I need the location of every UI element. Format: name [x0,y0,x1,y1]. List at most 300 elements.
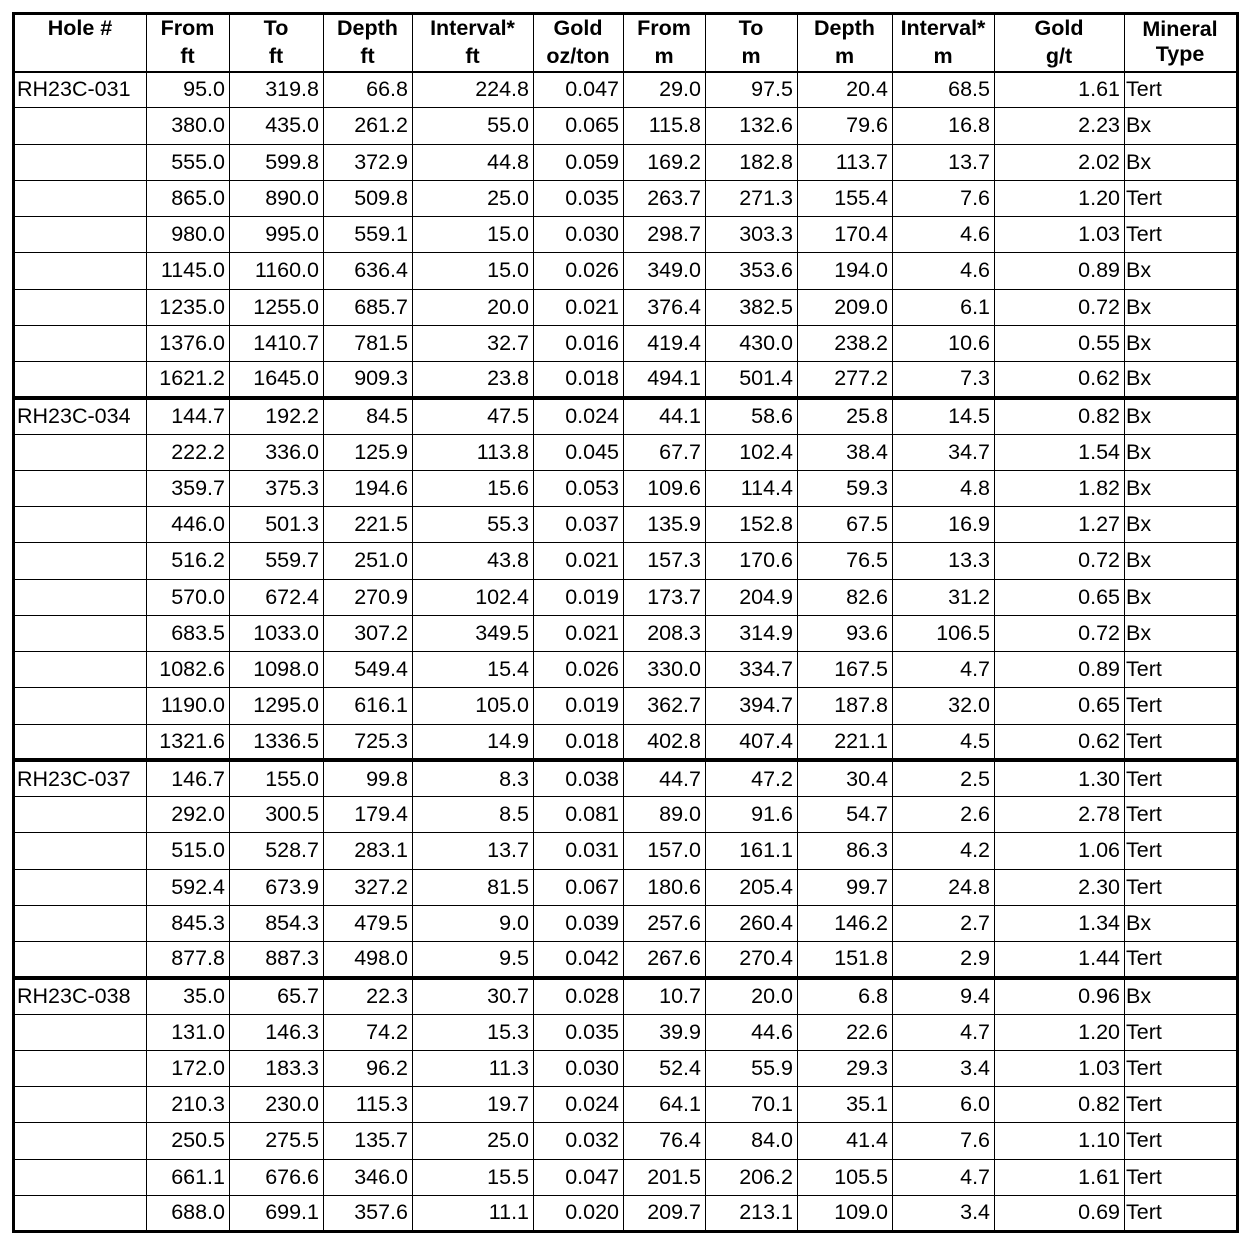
cell-gold-ozton: 0.047 [534,72,624,108]
table-row [14,1195,1238,1231]
cell-mineral-type: Tert [1125,1050,1238,1086]
cell-depth-ft: 307.2 [324,615,413,651]
cell-depth-ft: 357.6 [324,1195,413,1231]
cell-mineral-type: Tert [1125,760,1238,796]
cell-depth-m: 151.8 [798,942,893,978]
cell-gold-ozton: 0.059 [534,144,624,180]
cell-gold-ozton: 0.045 [534,434,624,470]
cell-depth-ft: 99.8 [324,760,413,796]
cell-to-m: 303.3 [706,217,798,253]
cell-depth-m: 35.1 [798,1087,893,1123]
table-row [14,180,1238,216]
cell-to-m: 334.7 [706,652,798,688]
cell-to-ft: 336.0 [230,434,324,470]
hole-id-cell [14,325,147,361]
cell-to-ft: 559.7 [230,543,324,579]
table-row [14,1123,1238,1159]
table-row [14,253,1238,289]
cell-depth-m: 238.2 [798,325,893,361]
table-row [14,543,1238,579]
cell-gold-ozton: 0.053 [534,470,624,506]
cell-interval-m: 4.2 [893,833,995,869]
cell-from-m: 330.0 [624,652,706,688]
cell-depth-ft: 283.1 [324,833,413,869]
cell-interval-m: 9.4 [893,978,995,1014]
hole-id-cell [14,1087,147,1123]
cell-interval-m: 6.0 [893,1087,995,1123]
cell-depth-m: 170.4 [798,217,893,253]
cell-to-m: 353.6 [706,253,798,289]
cell-to-ft: 1645.0 [230,362,324,398]
cell-gold-ozton: 0.021 [534,289,624,325]
cell-to-ft: 146.3 [230,1014,324,1050]
cell-depth-ft: 194.6 [324,470,413,506]
cell-interval-m: 3.4 [893,1195,995,1231]
cell-depth-m: 187.8 [798,688,893,724]
header-interval-ft: Interval* [413,14,534,43]
cell-to-m: 204.9 [706,579,798,615]
cell-from-ft: 980.0 [147,217,230,253]
cell-to-m: 132.6 [706,108,798,144]
unit-gold-ozton: oz/ton [534,43,624,72]
cell-interval-m: 4.6 [893,217,995,253]
cell-depth-ft: 781.5 [324,325,413,361]
cell-from-m: 64.1 [624,1087,706,1123]
cell-gold-ozton: 0.028 [534,978,624,1014]
cell-from-m: 39.9 [624,1014,706,1050]
cell-gold-ozton: 0.024 [534,1087,624,1123]
cell-depth-m: 20.4 [798,72,893,108]
cell-gold-gt: 1.20 [995,180,1125,216]
cell-from-m: 402.8 [624,724,706,760]
cell-to-ft: 1255.0 [230,289,324,325]
hole-id-cell [14,942,147,978]
cell-to-m: 430.0 [706,325,798,361]
cell-gold-ozton: 0.067 [534,869,624,905]
cell-from-m: 263.7 [624,180,706,216]
hole-id-cell [14,905,147,941]
cell-interval-ft: 8.5 [413,797,534,833]
hole-id-cell [14,543,147,579]
cell-interval-ft: 15.3 [413,1014,534,1050]
cell-from-ft: 515.0 [147,833,230,869]
hole-id-cell [14,470,147,506]
cell-from-m: 419.4 [624,325,706,361]
cell-depth-ft: 372.9 [324,144,413,180]
cell-from-m: 362.7 [624,688,706,724]
cell-mineral-type: Bx [1125,108,1238,144]
cell-to-m: 407.4 [706,724,798,760]
cell-from-m: 173.7 [624,579,706,615]
cell-from-ft: 1082.6 [147,652,230,688]
cell-interval-m: 68.5 [893,72,995,108]
cell-from-ft: 865.0 [147,180,230,216]
cell-mineral-type: Tert [1125,652,1238,688]
cell-interval-m: 3.4 [893,1050,995,1086]
cell-to-ft: 599.8 [230,144,324,180]
cell-interval-m: 4.6 [893,253,995,289]
cell-depth-m: 59.3 [798,470,893,506]
cell-depth-m: 277.2 [798,362,893,398]
cell-interval-ft: 8.3 [413,760,534,796]
cell-mineral-type: Tert [1125,1123,1238,1159]
cell-to-m: 182.8 [706,144,798,180]
cell-depth-ft: 261.2 [324,108,413,144]
cell-gold-gt: 1.61 [995,72,1125,108]
cell-gold-ozton: 0.035 [534,180,624,216]
table-row [14,144,1238,180]
cell-from-ft: 172.0 [147,1050,230,1086]
cell-to-m: 260.4 [706,905,798,941]
cell-interval-ft: 224.8 [413,72,534,108]
cell-depth-ft: 221.5 [324,507,413,543]
cell-from-m: 209.7 [624,1195,706,1231]
cell-interval-ft: 25.0 [413,1123,534,1159]
cell-to-ft: 275.5 [230,1123,324,1159]
table-row [14,905,1238,941]
cell-to-m: 152.8 [706,507,798,543]
cell-interval-m: 2.5 [893,760,995,796]
cell-from-ft: 1235.0 [147,289,230,325]
cell-interval-m: 4.8 [893,470,995,506]
cell-from-ft: 250.5 [147,1123,230,1159]
cell-from-ft: 131.0 [147,1014,230,1050]
hole-id-cell [14,1123,147,1159]
cell-mineral-type: Bx [1125,905,1238,941]
cell-from-ft: 516.2 [147,543,230,579]
cell-mineral-type: Tert [1125,180,1238,216]
cell-gold-ozton: 0.024 [534,398,624,434]
cell-mineral-type: Bx [1125,470,1238,506]
cell-depth-m: 194.0 [798,253,893,289]
cell-gold-ozton: 0.039 [534,905,624,941]
cell-interval-m: 7.6 [893,180,995,216]
cell-depth-m: 99.7 [798,869,893,905]
cell-from-ft: 210.3 [147,1087,230,1123]
header-to-m: To [706,14,798,43]
cell-interval-ft: 14.9 [413,724,534,760]
hole-id-cell [14,615,147,651]
cell-mineral-type: Bx [1125,325,1238,361]
hole-id-cell [14,362,147,398]
cell-to-ft: 673.9 [230,869,324,905]
cell-gold-gt: 1.61 [995,1159,1125,1195]
cell-gold-ozton: 0.031 [534,833,624,869]
table-row [14,325,1238,361]
cell-interval-ft: 55.3 [413,507,534,543]
cell-gold-ozton: 0.026 [534,253,624,289]
header-to-ft: To [230,14,324,43]
cell-interval-ft: 102.4 [413,579,534,615]
cell-depth-ft: 346.0 [324,1159,413,1195]
cell-to-ft: 65.7 [230,978,324,1014]
cell-interval-ft: 81.5 [413,869,534,905]
cell-interval-ft: 19.7 [413,1087,534,1123]
cell-interval-m: 2.6 [893,797,995,833]
cell-depth-ft: 725.3 [324,724,413,760]
cell-interval-m: 7.3 [893,362,995,398]
cell-from-m: 201.5 [624,1159,706,1195]
cell-to-ft: 192.2 [230,398,324,434]
cell-to-m: 70.1 [706,1087,798,1123]
cell-interval-m: 4.7 [893,1159,995,1195]
header-from-m: From [624,14,706,43]
cell-interval-ft: 15.6 [413,470,534,506]
cell-from-ft: 222.2 [147,434,230,470]
cell-to-m: 58.6 [706,398,798,434]
cell-from-ft: 292.0 [147,797,230,833]
cell-depth-m: 30.4 [798,760,893,796]
cell-depth-ft: 251.0 [324,543,413,579]
hole-id-cell [14,579,147,615]
cell-interval-m: 2.9 [893,942,995,978]
cell-gold-gt: 0.82 [995,398,1125,434]
cell-to-ft: 854.3 [230,905,324,941]
cell-interval-ft: 20.0 [413,289,534,325]
cell-interval-ft: 349.5 [413,615,534,651]
cell-depth-m: 22.6 [798,1014,893,1050]
cell-interval-m: 2.7 [893,905,995,941]
cell-gold-gt: 2.23 [995,108,1125,144]
cell-from-ft: 555.0 [147,144,230,180]
cell-from-m: 135.9 [624,507,706,543]
cell-from-ft: 661.1 [147,1159,230,1195]
cell-depth-ft: 509.8 [324,180,413,216]
cell-gold-ozton: 0.019 [534,579,624,615]
cell-depth-ft: 559.1 [324,217,413,253]
cell-gold-gt: 0.69 [995,1195,1125,1231]
hole-id-cell [14,108,147,144]
cell-to-ft: 501.3 [230,507,324,543]
cell-gold-gt: 2.02 [995,144,1125,180]
cell-to-ft: 672.4 [230,579,324,615]
cell-gold-ozton: 0.030 [534,1050,624,1086]
cell-mineral-type: Tert [1125,869,1238,905]
hole-id-cell [14,180,147,216]
drill-results-table-container [12,12,1236,1233]
cell-interval-ft: 30.7 [413,978,534,1014]
table-row [14,289,1238,325]
cell-mineral-type: Bx [1125,144,1238,180]
cell-to-m: 20.0 [706,978,798,1014]
cell-depth-ft: 96.2 [324,1050,413,1086]
table-row [14,507,1238,543]
cell-gold-ozton: 0.018 [534,724,624,760]
hole-id-cell [14,217,147,253]
cell-gold-gt: 1.44 [995,942,1125,978]
cell-to-ft: 1410.7 [230,325,324,361]
hole-id-cell: RH23C-034 [14,398,147,434]
cell-from-ft: 144.7 [147,398,230,434]
cell-mineral-type: Tert [1125,1195,1238,1231]
hole-id-cell [14,1050,147,1086]
table-row [14,688,1238,724]
cell-mineral-type: Bx [1125,507,1238,543]
cell-from-m: 44.1 [624,398,706,434]
cell-gold-gt: 0.89 [995,253,1125,289]
cell-from-ft: 35.0 [147,978,230,1014]
cell-interval-ft: 15.5 [413,1159,534,1195]
hole-id-cell [14,724,147,760]
cell-interval-ft: 15.0 [413,253,534,289]
cell-interval-m: 6.1 [893,289,995,325]
cell-to-m: 161.1 [706,833,798,869]
cell-to-ft: 1033.0 [230,615,324,651]
header-from-ft: From [147,14,230,43]
cell-mineral-type: Bx [1125,579,1238,615]
cell-mineral-type: Bx [1125,434,1238,470]
header-gold-gt: Gold [995,14,1125,43]
cell-interval-ft: 15.0 [413,217,534,253]
cell-mineral-type: Bx [1125,253,1238,289]
cell-from-m: 109.6 [624,470,706,506]
cell-from-m: 44.7 [624,760,706,796]
cell-from-m: 115.8 [624,108,706,144]
table-row [14,978,1238,1014]
cell-interval-m: 4.5 [893,724,995,760]
cell-from-m: 10.7 [624,978,706,1014]
cell-from-m: 298.7 [624,217,706,253]
cell-mineral-type: Tert [1125,688,1238,724]
cell-to-m: 213.1 [706,1195,798,1231]
cell-interval-ft: 9.5 [413,942,534,978]
cell-from-m: 349.0 [624,253,706,289]
cell-gold-gt: 2.78 [995,797,1125,833]
cell-to-ft: 230.0 [230,1087,324,1123]
cell-gold-gt: 1.30 [995,760,1125,796]
cell-from-m: 76.4 [624,1123,706,1159]
cell-depth-ft: 179.4 [324,797,413,833]
cell-to-ft: 1160.0 [230,253,324,289]
cell-interval-m: 31.2 [893,579,995,615]
cell-depth-ft: 549.4 [324,652,413,688]
cell-gold-ozton: 0.065 [534,108,624,144]
cell-from-m: 208.3 [624,615,706,651]
cell-from-m: 376.4 [624,289,706,325]
cell-mineral-type: Tert [1125,833,1238,869]
cell-interval-ft: 105.0 [413,688,534,724]
hole-id-cell [14,434,147,470]
cell-interval-ft: 13.7 [413,833,534,869]
cell-from-ft: 1321.6 [147,724,230,760]
hole-id-cell [14,652,147,688]
cell-gold-gt: 0.65 [995,579,1125,615]
cell-to-ft: 183.3 [230,1050,324,1086]
hole-id-cell [14,1195,147,1231]
unit-depth-ft: ft [324,43,413,72]
cell-from-m: 67.7 [624,434,706,470]
cell-depth-ft: 270.9 [324,579,413,615]
cell-depth-m: 38.4 [798,434,893,470]
cell-gold-gt: 2.30 [995,869,1125,905]
header-depth-m: Depth [798,14,893,43]
cell-from-ft: 683.5 [147,615,230,651]
cell-gold-ozton: 0.037 [534,507,624,543]
cell-gold-gt: 0.55 [995,325,1125,361]
unit-interval-m: m [893,43,995,72]
cell-interval-m: 13.3 [893,543,995,579]
cell-interval-ft: 9.0 [413,905,534,941]
cell-to-m: 205.4 [706,869,798,905]
cell-depth-ft: 84.5 [324,398,413,434]
cell-interval-m: 24.8 [893,869,995,905]
cell-mineral-type: Tert [1125,1087,1238,1123]
cell-mineral-type: Bx [1125,615,1238,651]
cell-from-ft: 146.7 [147,760,230,796]
cell-to-m: 394.7 [706,688,798,724]
cell-to-m: 55.9 [706,1050,798,1086]
cell-depth-m: 29.3 [798,1050,893,1086]
cell-depth-m: 155.4 [798,180,893,216]
cell-depth-m: 209.0 [798,289,893,325]
cell-gold-ozton: 0.042 [534,942,624,978]
cell-mineral-type: Tert [1125,72,1238,108]
header-hole: Hole # [14,14,147,72]
cell-to-m: 382.5 [706,289,798,325]
cell-to-ft: 300.5 [230,797,324,833]
cell-to-m: 44.6 [706,1014,798,1050]
table-row [14,579,1238,615]
cell-to-ft: 319.8 [230,72,324,108]
cell-depth-m: 76.5 [798,543,893,579]
cell-depth-ft: 327.2 [324,869,413,905]
cell-depth-m: 79.6 [798,108,893,144]
cell-from-ft: 380.0 [147,108,230,144]
cell-gold-ozton: 0.038 [534,760,624,796]
cell-from-ft: 877.8 [147,942,230,978]
cell-gold-gt: 0.65 [995,688,1125,724]
cell-gold-gt: 1.54 [995,434,1125,470]
cell-gold-ozton: 0.032 [534,1123,624,1159]
hole-id-cell [14,507,147,543]
cell-depth-m: 41.4 [798,1123,893,1159]
cell-from-m: 169.2 [624,144,706,180]
cell-depth-m: 221.1 [798,724,893,760]
cell-gold-ozton: 0.016 [534,325,624,361]
cell-interval-ft: 25.0 [413,180,534,216]
table-row [14,1159,1238,1195]
cell-to-ft: 995.0 [230,217,324,253]
cell-gold-ozton: 0.018 [534,362,624,398]
cell-gold-gt: 1.06 [995,833,1125,869]
cell-to-ft: 375.3 [230,470,324,506]
header-interval-m: Interval* [893,14,995,43]
unit-to-m: m [706,43,798,72]
cell-gold-gt: 0.72 [995,543,1125,579]
cell-from-ft: 592.4 [147,869,230,905]
cell-depth-ft: 498.0 [324,942,413,978]
cell-gold-ozton: 0.030 [534,217,624,253]
hole-id-cell [14,833,147,869]
table-row [14,942,1238,978]
cell-mineral-type: Bx [1125,362,1238,398]
drill-results-table [12,12,1239,1233]
cell-gold-gt: 1.03 [995,217,1125,253]
table-row [14,1087,1238,1123]
cell-depth-ft: 909.3 [324,362,413,398]
cell-mineral-type: Bx [1125,978,1238,1014]
cell-to-ft: 155.0 [230,760,324,796]
cell-interval-m: 13.7 [893,144,995,180]
cell-from-m: 494.1 [624,362,706,398]
table-row [14,1050,1238,1086]
hole-id-cell [14,688,147,724]
cell-depth-ft: 479.5 [324,905,413,941]
hole-id-cell: RH23C-031 [14,72,147,108]
cell-mineral-type: Tert [1125,1014,1238,1050]
header-mineral-type: Mineral Type [1125,14,1238,72]
unit-interval-ft: ft [413,43,534,72]
